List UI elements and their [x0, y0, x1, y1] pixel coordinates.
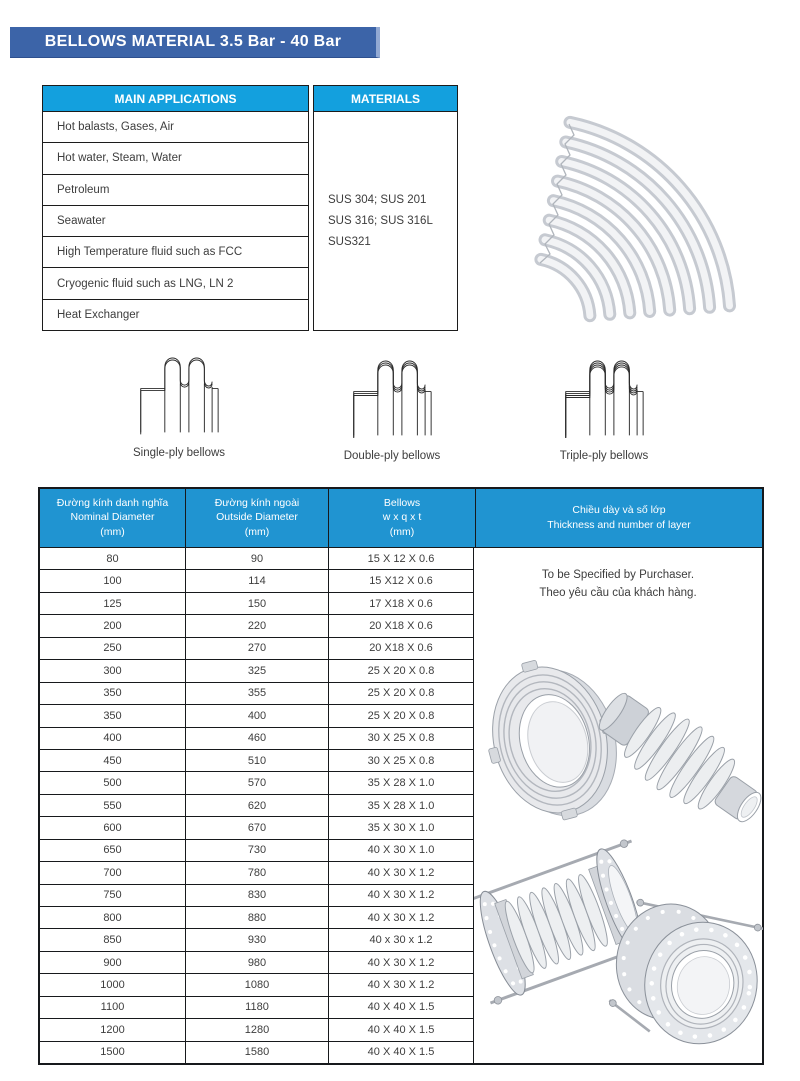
table-row [40, 772, 474, 794]
table-cell: 40 X 40 X 1.5 [329, 1042, 474, 1063]
table-cell: 90 [186, 548, 329, 569]
table-row [40, 750, 474, 772]
table-cell: 20 X18 X 0.6 [329, 615, 474, 636]
table-row [40, 952, 474, 974]
table-cell: 100 [40, 570, 186, 591]
table-cell: 850 [40, 929, 186, 950]
application-row: Cryogenic fluid such as LNG, LN 2 [43, 267, 308, 298]
table-row [40, 840, 474, 862]
table-cell: 830 [186, 885, 329, 906]
table-cell: 125 [40, 593, 186, 614]
dimension-table-header [40, 489, 762, 548]
table-cell: 200 [40, 615, 186, 636]
table-cell: 355 [186, 683, 329, 704]
applications-table [42, 85, 309, 331]
table-cell: 570 [186, 772, 329, 793]
table-cell: 670 [186, 817, 329, 838]
ply-diagram-label: Single-ply bellows [132, 447, 226, 459]
dimension-rows [40, 548, 474, 1063]
application-row: Seawater [43, 205, 308, 236]
table-cell: 150 [186, 593, 329, 614]
table-cell: 1100 [40, 997, 186, 1018]
application-row: Petroleum [43, 174, 308, 205]
table-cell: 35 X 28 X 1.0 [329, 772, 474, 793]
table-cell: 730 [186, 840, 329, 861]
purchaser-note: To be Specified by Purchaser. Theo yêu cầu của khách hàng. [539, 569, 697, 600]
table-cell: 550 [40, 795, 186, 816]
table-cell: 40 X 30 X 1.2 [329, 952, 474, 973]
materials-line: SUS321 [328, 236, 371, 248]
table-cell: 35 X 30 X 1.0 [329, 817, 474, 838]
table-row [40, 929, 474, 951]
table-row [40, 817, 474, 839]
application-row: Hot balasts, Gases, Air [57, 121, 174, 134]
dimension-table [38, 487, 764, 1065]
bellows-products-illustration [474, 620, 763, 1063]
table-cell: 40 X 30 X 1.0 [329, 840, 474, 861]
table-row [40, 974, 474, 996]
corrugated-bellows-cutaway-illustration [498, 58, 773, 340]
ply-diagram-label: Double-ply bellows [343, 450, 441, 462]
table-cell: 880 [186, 907, 329, 928]
header-nominal-diameter: Đường kính danh nghĩa Nominal Diameter (mm) [40, 489, 186, 547]
materials-header: MATERIALS [314, 86, 457, 112]
table-row [40, 728, 474, 750]
table-cell: 1080 [186, 974, 329, 995]
materials-table [313, 85, 458, 331]
table-cell: 15 X12 X 0.6 [329, 570, 474, 591]
applications-header: MAIN APPLICATIONS [43, 86, 308, 112]
table-cell: 650 [40, 840, 186, 861]
dimension-table-body [40, 548, 762, 1063]
table-cell: 1000 [40, 974, 186, 995]
materials-cell [314, 112, 457, 330]
table-row [40, 660, 474, 682]
table-row [40, 862, 474, 884]
materials-line: SUS 316; SUS 316L [328, 215, 433, 227]
table-cell: 1500 [40, 1042, 186, 1063]
table-row [40, 615, 474, 637]
table-row [40, 548, 474, 570]
table-cell: 510 [186, 750, 329, 771]
table-cell: 325 [186, 660, 329, 681]
table-cell: 350 [40, 705, 186, 726]
table-cell: 980 [186, 952, 329, 973]
table-cell: 40 X 30 X 1.2 [329, 862, 474, 883]
table-cell: 15 X 12 X 0.6 [329, 548, 474, 569]
triple-ply-diagram [539, 352, 669, 462]
double-ply-diagram [327, 352, 457, 462]
table-cell: 30 X 25 X 0.8 [329, 750, 474, 771]
table-row [40, 705, 474, 727]
table-cell: 40 x 30 x 1.2 [329, 929, 474, 950]
table-cell: 930 [186, 929, 329, 950]
table-cell: 35 X 28 X 1.0 [329, 795, 474, 816]
table-cell: 40 X 30 X 1.2 [329, 974, 474, 995]
table-cell: 1280 [186, 1019, 329, 1040]
table-cell: 450 [40, 750, 186, 771]
table-cell: 500 [40, 772, 186, 793]
table-cell: 17 X18 X 0.6 [329, 593, 474, 614]
application-row: Hot water, Steam, Water [43, 142, 308, 173]
table-cell: 30 X 25 X 0.8 [329, 728, 474, 749]
table-row [40, 1042, 474, 1063]
header-outside-diameter: Đường kính ngoài Outside Diameter (mm) [186, 489, 329, 547]
table-cell: 25 X 20 X 0.8 [329, 683, 474, 704]
table-cell: 40 X 30 X 1.2 [329, 885, 474, 906]
thickness-note-cell [474, 548, 762, 1063]
table-cell: 114 [186, 570, 329, 591]
table-row [40, 683, 474, 705]
ring-bellows-illustration [474, 645, 633, 834]
header-bellows-wqt: Bellows w x q x t (mm) [329, 489, 476, 547]
table-cell: 460 [186, 728, 329, 749]
table-cell: 40 X 30 X 1.2 [329, 907, 474, 928]
table-cell: 600 [40, 817, 186, 838]
table-cell: 80 [40, 548, 186, 569]
table-cell: 20 X18 X 0.6 [329, 638, 474, 659]
table-cell: 40 X 40 X 1.5 [329, 1019, 474, 1040]
table-cell: 300 [40, 660, 186, 681]
table-row [40, 997, 474, 1019]
table-cell: 250 [40, 638, 186, 659]
table-cell: 25 X 20 X 0.8 [329, 705, 474, 726]
single-ply-diagram [114, 349, 244, 459]
table-row [40, 795, 474, 817]
table-cell: 1180 [186, 997, 329, 1018]
table-cell: 620 [186, 795, 329, 816]
table-cell: 400 [186, 705, 329, 726]
table-cell: 900 [40, 952, 186, 973]
table-cell: 800 [40, 907, 186, 928]
materials-line: SUS 304; SUS 201 [328, 194, 427, 206]
table-row [40, 593, 474, 615]
table-cell: 1200 [40, 1019, 186, 1040]
application-row: Heat Exchanger [43, 299, 308, 330]
table-cell: 1580 [186, 1042, 329, 1063]
table-cell: 25 X 20 X 0.8 [329, 660, 474, 681]
header-thickness-layers: Chiều dày và số lớp Thickness and number of layer [547, 503, 691, 531]
table-cell: 700 [40, 862, 186, 883]
application-row: High Temperature fluid such as FCC [43, 236, 308, 267]
table-row [40, 570, 474, 592]
table-cell: 400 [40, 728, 186, 749]
table-cell: 350 [40, 683, 186, 704]
table-cell: 220 [186, 615, 329, 636]
ply-diagram-label: Triple-ply bellows [559, 450, 649, 462]
table-cell: 780 [186, 862, 329, 883]
table-cell: 750 [40, 885, 186, 906]
table-row [40, 638, 474, 660]
table-row [40, 885, 474, 907]
table-row [40, 1019, 474, 1041]
table-cell: 270 [186, 638, 329, 659]
table-cell: 40 X 40 X 1.5 [329, 997, 474, 1018]
applications-rows [43, 112, 308, 330]
table-row [40, 907, 474, 929]
page-title: BELLOWS MATERIAL 3.5 Bar - 40 Bar [10, 27, 380, 58]
